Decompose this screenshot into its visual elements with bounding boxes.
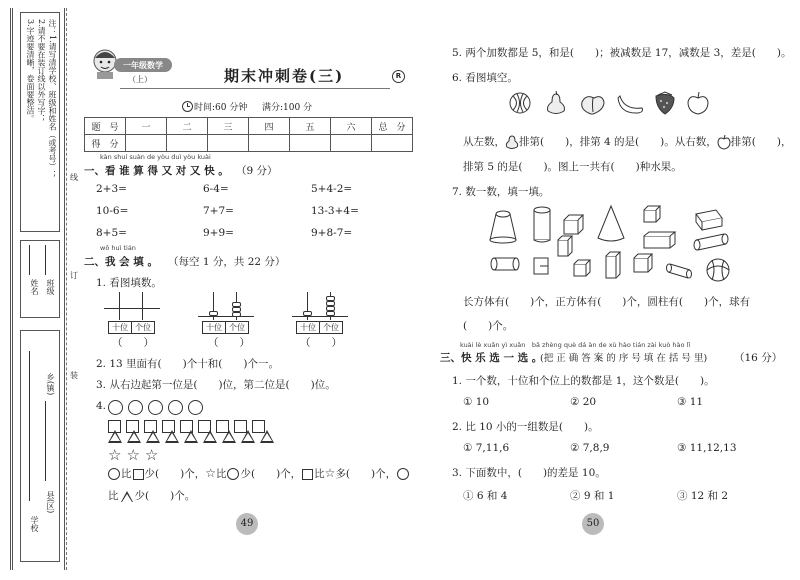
choice-question: 2. 比 10 小的一组数是( )。 xyxy=(452,421,599,433)
choice-option[interactable]: ③ 11 xyxy=(677,396,704,408)
calc-problem: 6-4= xyxy=(203,183,229,195)
section1-points: （9 分） xyxy=(236,165,278,177)
choice-option[interactable]: ② 20 xyxy=(570,396,597,408)
prism-icon xyxy=(534,258,548,274)
choice-option[interactable]: ① 7,11,6 xyxy=(463,442,510,454)
pear-icon xyxy=(505,134,519,150)
triangle-icon xyxy=(146,430,160,443)
q4-line-2 xyxy=(108,488,195,503)
choice-option[interactable]: ③ 11,12,13 xyxy=(677,442,737,454)
strawberry-icon xyxy=(656,92,674,114)
tens-label: 十位 xyxy=(202,321,226,334)
q6-part: 排第( )，排第 4 的是( )。从右数， xyxy=(519,136,717,148)
circle-icon xyxy=(128,400,143,415)
q6-part: 排第( )， xyxy=(730,136,792,148)
table-cell: 六 xyxy=(331,118,372,135)
frustum-icon xyxy=(490,211,516,243)
calc-problem: 13-3+4= xyxy=(311,205,359,217)
section1-pinyin: kàn shuí suàn de yòu duì yòu kuài xyxy=(100,153,211,161)
cube-icon xyxy=(574,260,590,276)
star-icon: ☆ xyxy=(324,466,336,480)
star-row xyxy=(108,444,163,463)
table-cell: 五 xyxy=(290,118,331,135)
table-cell: 总 分 xyxy=(372,118,413,135)
cylinder-icon xyxy=(694,234,728,250)
calc-problem: 10-6= xyxy=(96,205,129,217)
registered-mark: R xyxy=(392,70,405,83)
tens-label: 十位 xyxy=(108,321,132,334)
section2-title: 二、我 会 填 。 xyxy=(84,256,158,268)
cone-icon xyxy=(598,206,624,241)
table-cell: 二 xyxy=(167,118,208,135)
section1-title: 一、看 谁 算 得 又 对 又 快 。 xyxy=(84,165,229,177)
ones-label: 个位 xyxy=(225,321,249,334)
triangle-icon xyxy=(108,430,122,443)
solids-figure xyxy=(484,200,734,286)
notice-line-3: 3.字迹要清晰，卷面要整洁。 xyxy=(26,19,35,123)
q4-number: 4. xyxy=(96,400,107,412)
abacus xyxy=(104,292,160,332)
notice-line-1: 注：1.请写清学校、班级和姓名（或考号）； xyxy=(48,19,57,179)
score-table xyxy=(84,117,413,152)
ones-label: 个位 xyxy=(319,321,343,334)
school-box xyxy=(20,330,60,562)
clock-icon xyxy=(182,101,193,112)
score-cell[interactable] xyxy=(167,135,208,152)
q4-part: 比 xyxy=(215,468,227,480)
district-field[interactable] xyxy=(45,401,46,481)
table-cell: 得 分 xyxy=(85,135,126,152)
class-label: 班级 xyxy=(46,279,55,295)
q4-part: 比 xyxy=(108,490,119,502)
banana-icon xyxy=(618,96,643,113)
table-cell: 一 xyxy=(126,118,167,135)
prism-icon xyxy=(696,210,722,230)
bind-char: 装 xyxy=(70,371,78,380)
answer-blank[interactable]: （ ） xyxy=(208,337,250,349)
triangle-row xyxy=(108,426,279,445)
score-cell[interactable] xyxy=(208,135,249,152)
q6-line-2: 排第 5 的是( )。图上一共有( )种水果。 xyxy=(463,161,682,173)
calc-problem: 5+4-2= xyxy=(311,183,353,195)
star-icon: ☆ xyxy=(126,445,140,464)
circle-icon xyxy=(168,400,183,415)
q4-part: 多( )个， xyxy=(335,468,397,480)
calc-problem: 8+5= xyxy=(96,227,127,239)
q4-line-1 xyxy=(108,466,409,481)
triangle-icon xyxy=(127,430,141,443)
cuboid-icon xyxy=(606,252,620,278)
cube-icon xyxy=(564,215,583,234)
page-number-right: 50 xyxy=(582,513,604,535)
q5-text: 5. 两个加数都是 5，和是( )；被减数是 17，减数是 3，差是( )。 xyxy=(452,47,792,59)
circle-icon xyxy=(108,400,123,415)
school-field[interactable] xyxy=(29,351,30,501)
calc-problem: 9+9= xyxy=(203,227,234,239)
cylinder-icon xyxy=(491,258,519,270)
q6-part: 从左数， xyxy=(463,136,505,148)
class-name-box xyxy=(20,240,60,318)
exam-time: 时间:60 分钟 xyxy=(194,103,248,113)
circle-row xyxy=(108,397,208,416)
choice-question: 1. 一个数，十位和个位上的数都是 1，这个数是( )。 xyxy=(452,375,715,387)
cuboid-icon xyxy=(644,232,675,248)
circle-icon xyxy=(108,468,120,480)
town-label: 乡(镇) xyxy=(46,373,55,396)
table-row xyxy=(85,135,413,152)
district-label: 县(区) xyxy=(46,491,55,514)
cuboid-icon xyxy=(558,236,572,256)
margin-line xyxy=(12,8,13,570)
class-field[interactable] xyxy=(45,245,46,275)
q4-part: 少( )个， xyxy=(240,468,302,480)
margin-line xyxy=(10,8,11,570)
score-cell[interactable] xyxy=(331,135,372,152)
square-icon xyxy=(133,469,144,480)
school-label: 学校 xyxy=(30,516,39,532)
score-cell[interactable] xyxy=(249,135,290,152)
choice-option[interactable]: ① 6 和 4 xyxy=(463,490,508,502)
cylinder-icon xyxy=(534,207,550,242)
notice-box xyxy=(20,12,60,232)
abacus xyxy=(292,292,348,332)
q2-text: 2. 13 里面有( )个十和( )个一。 xyxy=(96,358,279,370)
q3-text: 3. 从右边起第一位是( )位，第二位是( )位。 xyxy=(96,379,336,391)
score-cell[interactable] xyxy=(290,135,331,152)
table-cell: 三 xyxy=(208,118,249,135)
cut-line xyxy=(66,8,67,570)
star-icon: ☆ xyxy=(108,445,122,464)
cylinder-icon xyxy=(667,264,692,278)
pear-icon xyxy=(548,91,565,114)
star-icon: ☆ xyxy=(205,466,216,480)
name-label: 姓名 xyxy=(30,279,39,295)
margin-line xyxy=(64,8,65,570)
section3-pinyin: kuài lè xuǎn yì xuǎn bǎ zhèng què dá àn de xù hào tián zài kuò hào lǐ xyxy=(460,341,691,349)
circle-icon xyxy=(397,468,409,480)
volume-label: （上） xyxy=(128,75,152,84)
watermelon-icon xyxy=(510,93,530,113)
circle-icon xyxy=(227,468,239,480)
abacus xyxy=(198,292,254,332)
table-cell: 题 号 xyxy=(85,118,126,135)
ones-label: 个位 xyxy=(131,321,155,334)
bind-char: 线 xyxy=(70,173,78,182)
bind-char: 订 xyxy=(70,271,78,280)
q6-text: 6. 看图填空。 xyxy=(452,72,518,84)
triangle-icon xyxy=(260,430,274,443)
apple-icon xyxy=(717,134,731,150)
table-cell: 四 xyxy=(249,118,290,135)
q6-line-1 xyxy=(463,134,791,150)
tens-label: 十位 xyxy=(296,321,320,334)
full-score: 满分:100 分 xyxy=(262,103,313,113)
page-number-left: 49 xyxy=(236,513,258,535)
q7-line-1: 长方体有( )个，正方体有( )个，圆柱有( )个，球有 xyxy=(463,296,751,308)
apple-icon xyxy=(688,92,708,114)
triangle-icon xyxy=(121,491,133,502)
section3-points: （16 分） xyxy=(734,352,783,364)
score-cell[interactable] xyxy=(126,135,167,152)
calc-problem: 9+8-7= xyxy=(311,227,353,239)
grade-badge xyxy=(88,46,163,84)
q7-line-2: ( )个。 xyxy=(463,320,514,332)
section2-points: （每空 1 分，共 22 分） xyxy=(168,256,286,268)
circle-icon xyxy=(148,400,163,415)
triangle-icon xyxy=(222,430,236,443)
q4-part: 比 xyxy=(314,468,325,480)
cuboid-icon xyxy=(634,254,652,272)
q4-part: 少( )个。 xyxy=(134,490,196,502)
answer-blank[interactable]: （ ） xyxy=(300,337,342,349)
q4-part: 比 xyxy=(121,468,132,480)
section3-instructions: (把 正 确 答 案 的 序 号 填 在 括 号 里) xyxy=(540,353,708,364)
circle-icon xyxy=(188,400,203,415)
answer-blank[interactable]: （ ） xyxy=(112,337,154,349)
section2-pinyin: wǒ huì tián xyxy=(100,244,136,252)
fruit-row xyxy=(508,90,718,116)
choice-option[interactable]: ③ 12 和 2 xyxy=(677,490,729,502)
choice-question: 3. 下面数中，( )的差是 10。 xyxy=(452,467,606,479)
square-icon xyxy=(302,469,313,480)
triangle-icon xyxy=(165,430,179,443)
grade-label: 一年级数学 xyxy=(114,58,172,72)
notice-line-2: 2.请不要在装订线以外写字； xyxy=(37,19,46,123)
choice-option[interactable]: ② 9 和 1 xyxy=(570,490,615,502)
peach-icon xyxy=(582,97,604,114)
title-rule xyxy=(120,88,390,89)
score-cell[interactable] xyxy=(372,135,413,152)
triangle-icon xyxy=(184,430,198,443)
q1-text: 1. 看图填数。 xyxy=(96,277,162,289)
triangle-icon xyxy=(241,430,255,443)
choice-option[interactable]: ② 7,8,9 xyxy=(570,442,610,454)
page-title: 期末冲刺卷(三) xyxy=(224,67,345,85)
cube-icon xyxy=(644,206,660,222)
calc-problem: 2+3= xyxy=(96,183,127,195)
section3-title: 三、快 乐 选 一 选 。 xyxy=(440,352,543,364)
name-field[interactable] xyxy=(29,245,30,275)
ball-icon xyxy=(707,259,729,281)
triangle-icon xyxy=(203,430,217,443)
table-row xyxy=(85,118,413,135)
star-icon: ☆ xyxy=(144,445,159,464)
q7-text: 7. 数一数，填一填。 xyxy=(452,186,550,198)
choice-option[interactable]: ① 10 xyxy=(463,396,490,408)
calc-problem: 7+7= xyxy=(203,205,234,217)
q4-part: 少( )个， xyxy=(144,468,206,480)
